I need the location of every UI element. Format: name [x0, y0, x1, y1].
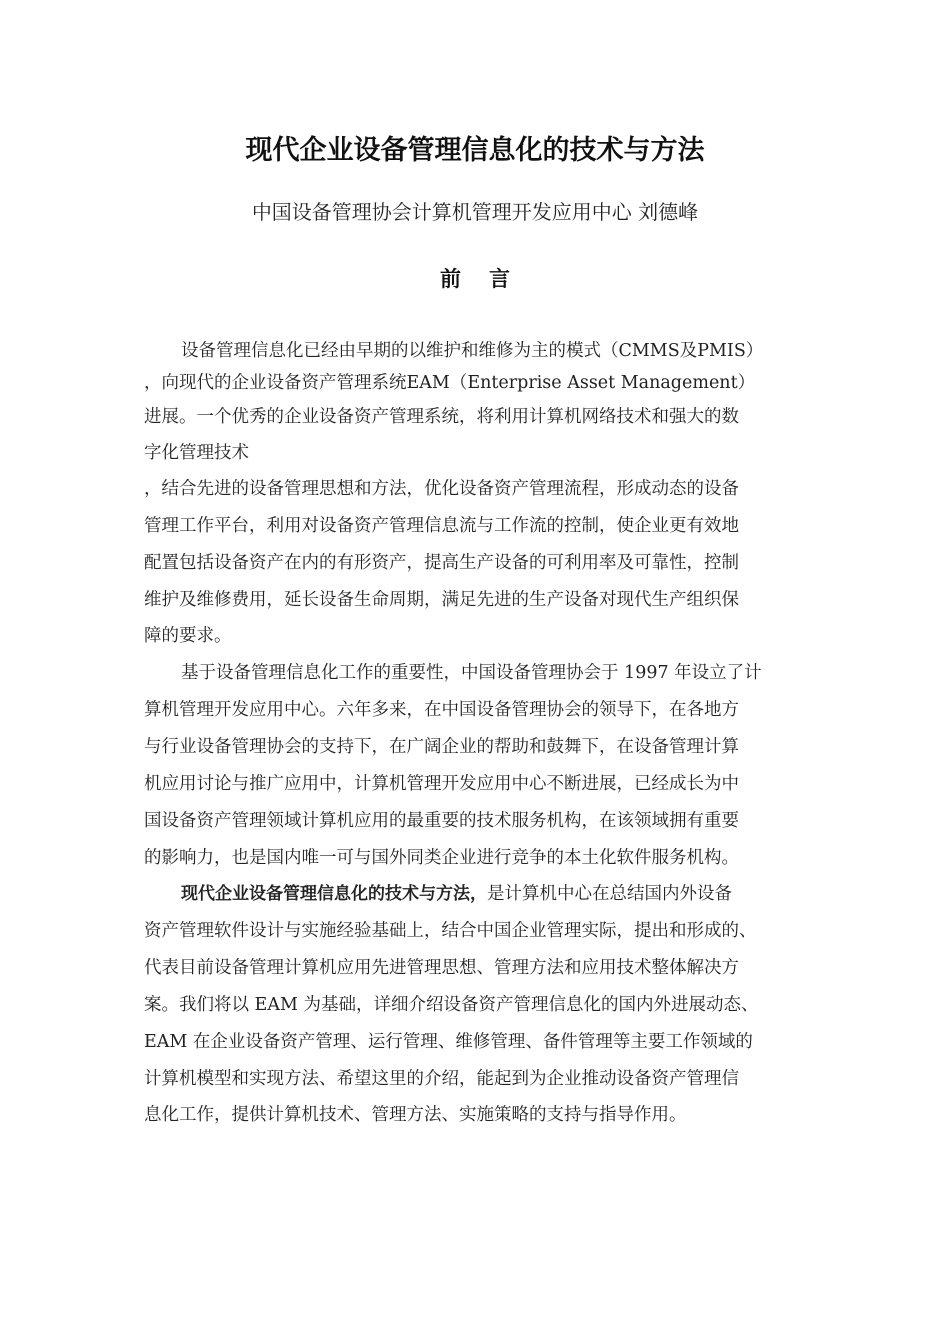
paragraph-line: ，结合先进的设备管理思想和方法，优化设备资产管理流程，形成动态的设备	[144, 479, 739, 499]
paragraph-line: 的影响力，也是国内唯一可与国外同类企业进行竞争的本土化软件服务机构。	[144, 848, 739, 868]
line-text: 是计算机中心在总结国内外设备	[487, 884, 732, 904]
paragraph-line: 维护及维修费用，延长设备生命周期，满足先进的生产设备对现代生产组织保	[144, 590, 739, 610]
paragraph-line: EAM 在企业设备资产管理、运行管理、维修管理、备件管理等主要工作领域的	[144, 1032, 753, 1052]
emphasized-title: 现代企业设备管理信息化的技术与方法，	[181, 884, 487, 904]
paragraph-line: 代表目前设备管理计算机应用先进管理思想、管理方法和应用技术整体解决方	[144, 958, 739, 978]
paragraph-line: 基于设备管理信息化工作的重要性，中国设备管理协会于 1997 年设立了计	[181, 663, 762, 683]
preface-heading: 前言	[440, 267, 538, 291]
paragraph-line: 案。我们将以 EAM 为基础，详细介绍设备资产管理信息化的国内外进展动态、	[144, 995, 759, 1015]
paragraph-line: 国设备资产管理领域计算机应用的最重要的技术服务机构，在该领域拥有重要	[144, 811, 739, 831]
paragraph-line	[181, 882, 732, 906]
paragraph-line: 配置包括设备资产在内的有形资产，提高生产设备的可利用率及可靠性，控制	[144, 553, 739, 573]
paragraph-line: 字化管理技术	[144, 443, 249, 463]
paragraph-line: 息化工作，提供计算机技术、管理方法、实施策略的支持与指导作用。	[144, 1105, 687, 1125]
paragraph-line: 进展。一个优秀的企业设备资产管理系统，将利用计算机网络技术和强大的数	[144, 407, 739, 427]
paragraph-line: 与行业设备管理协会的支持下，在广阔企业的帮助和鼓舞下，在设备管理计算	[144, 737, 739, 757]
paragraph-line: 设备管理信息化已经由早期的以维护和维修为主的模式（CMMS及PMIS）	[181, 341, 764, 361]
paragraph-line: ，向现代的企业设备资产管理系统EAM（Enterprise Asset Management）	[144, 373, 756, 393]
paragraph-line: 障的要求。	[144, 626, 232, 646]
paragraph-line: 机应用讨论与推广应用中，计算机管理开发应用中心不断进展，已经成长为中	[144, 774, 739, 794]
paragraph-line: 算机管理开发应用中心。六年多来，在中国设备管理协会的领导下，在各地方	[144, 700, 739, 720]
paragraph-line: 资产管理软件设计与实施经验基础上，结合中国企业管理实际，提出和形成的、	[144, 921, 757, 941]
document-title: 现代企业设备管理信息化的技术与方法	[245, 135, 705, 166]
paragraph-line: 计算机模型和实现方法、希望这里的介绍，能起到为企业推动设备资产管理信	[144, 1069, 739, 1089]
author-line: 中国设备管理协会计算机管理开发应用中心 刘德峰	[251, 200, 699, 224]
paragraph-line: 管理工作平台，利用对设备资产管理信息流与工作流的控制，使企业更有效地	[144, 516, 739, 536]
